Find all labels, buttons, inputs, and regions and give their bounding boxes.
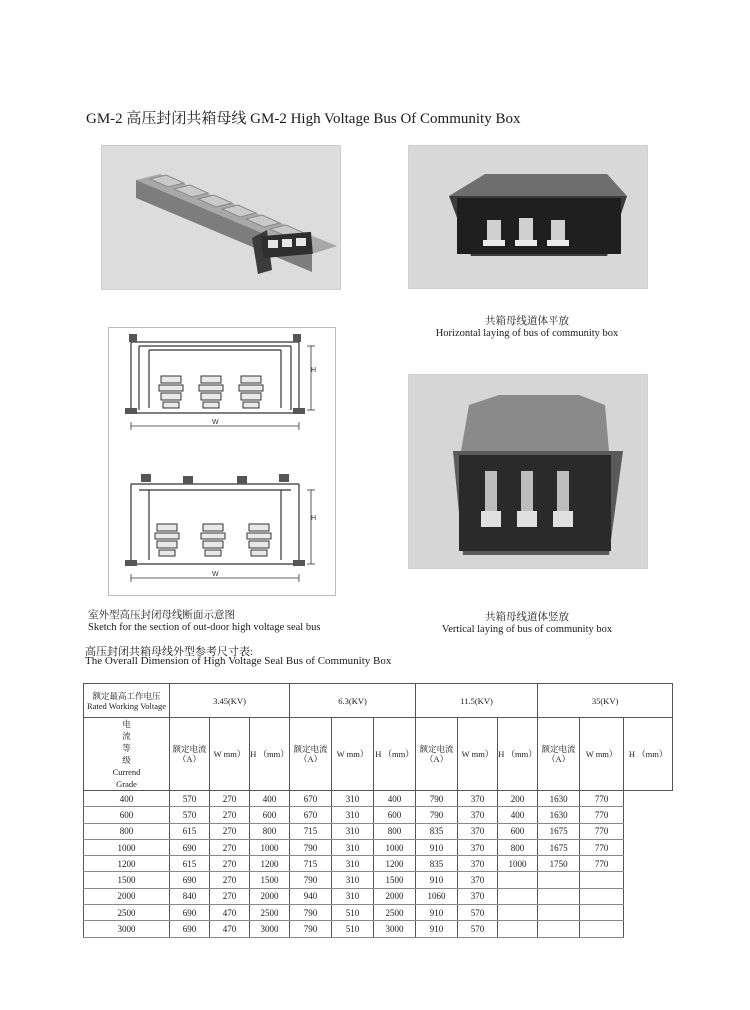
table-row bbox=[84, 823, 673, 839]
table-cell: 310 bbox=[332, 791, 374, 807]
table-cell: 1000 bbox=[374, 839, 416, 855]
table-cell: 670 bbox=[290, 791, 332, 807]
table-cell: 615 bbox=[170, 856, 210, 872]
table-cell: 770 bbox=[580, 823, 624, 839]
col-current-header: 额定电流 （A） bbox=[290, 718, 332, 791]
col-h-header: H （mm） bbox=[250, 718, 290, 791]
table-cell bbox=[580, 872, 624, 888]
table-cell bbox=[498, 888, 538, 904]
table-cell: 370 bbox=[458, 856, 498, 872]
table-cell: 2500 bbox=[84, 905, 170, 921]
table-cell: 370 bbox=[458, 872, 498, 888]
table-cell: 840 bbox=[170, 888, 210, 904]
horizontal-box-illustration bbox=[409, 146, 647, 288]
table-cell: 800 bbox=[84, 823, 170, 839]
table-cell: 790 bbox=[290, 921, 332, 937]
table-cell: 270 bbox=[210, 807, 250, 823]
table-cell: 1000 bbox=[498, 856, 538, 872]
table-cell: 1500 bbox=[84, 872, 170, 888]
dimension-table bbox=[83, 683, 673, 938]
table-cell: 370 bbox=[458, 839, 498, 855]
table-cell: 715 bbox=[290, 856, 332, 872]
table-cell: 510 bbox=[332, 905, 374, 921]
table-cell: 570 bbox=[458, 905, 498, 921]
table-cell bbox=[498, 905, 538, 921]
table-cell: 910 bbox=[416, 921, 458, 937]
table-row bbox=[84, 807, 673, 823]
table-cell bbox=[498, 872, 538, 888]
current-grade-cn: 电 流 等 级 bbox=[122, 719, 131, 765]
table-cell bbox=[580, 888, 624, 904]
table-row bbox=[84, 791, 673, 807]
voltage-header: 6.3(KV) bbox=[290, 684, 416, 718]
table-cell: 370 bbox=[458, 823, 498, 839]
vertical-caption-en: Vertical laying of bus of community box bbox=[441, 624, 613, 635]
table-cell: 470 bbox=[210, 921, 250, 937]
sketch-w-label-top: W bbox=[212, 419, 219, 426]
table-cell: 310 bbox=[332, 888, 374, 904]
table-row bbox=[84, 888, 673, 904]
table-cell: 2500 bbox=[250, 905, 290, 921]
table-cell: 400 bbox=[250, 791, 290, 807]
table-cell: 310 bbox=[332, 856, 374, 872]
table-cell: 1500 bbox=[250, 872, 290, 888]
col-w-header: W mm） bbox=[580, 718, 624, 791]
table-cell: 790 bbox=[290, 872, 332, 888]
table-cell: 1675 bbox=[538, 839, 580, 855]
table-cell: 1000 bbox=[84, 839, 170, 855]
rated-voltage-header bbox=[84, 684, 170, 718]
col-current-header: 额定电流 （A） bbox=[170, 718, 210, 791]
vertical-box-illustration bbox=[409, 375, 647, 568]
table-cell: 615 bbox=[170, 823, 210, 839]
table-cell: 370 bbox=[458, 791, 498, 807]
horizontal-laying-photo bbox=[408, 145, 648, 289]
table-cell: 1500 bbox=[374, 872, 416, 888]
table-cell bbox=[498, 921, 538, 937]
column-header-row bbox=[84, 718, 673, 791]
table-cell: 910 bbox=[416, 905, 458, 921]
table-cell: 600 bbox=[84, 807, 170, 823]
table-cell: 310 bbox=[332, 823, 374, 839]
table-cell: 1200 bbox=[374, 856, 416, 872]
col-h-header: H （mm） bbox=[374, 718, 416, 791]
sketch-h-label-bottom: H bbox=[311, 515, 317, 522]
table-cell: 510 bbox=[332, 921, 374, 937]
table-cell: 570 bbox=[170, 807, 210, 823]
table-cell: 270 bbox=[210, 856, 250, 872]
horizontal-caption-cn: 共箱母线道体平放 bbox=[485, 316, 569, 327]
table-cell: 600 bbox=[498, 823, 538, 839]
dimension-table-body bbox=[84, 791, 673, 938]
table-cell: 310 bbox=[332, 807, 374, 823]
horizontal-caption-en: Horizontal laying of bus of community box bbox=[435, 328, 619, 339]
table-cell: 400 bbox=[374, 791, 416, 807]
table-cell: 310 bbox=[332, 839, 374, 855]
bus-duct-illustration bbox=[102, 146, 340, 289]
table-cell: 910 bbox=[416, 839, 458, 855]
col-w-header: W mm） bbox=[332, 718, 374, 791]
col-w-header: W mm） bbox=[458, 718, 498, 791]
table-row bbox=[84, 905, 673, 921]
table-cell: 690 bbox=[170, 839, 210, 855]
rated-voltage-en: Rated Working Voltage bbox=[86, 700, 167, 711]
table-cell: 270 bbox=[210, 888, 250, 904]
table-cell: 200 bbox=[498, 791, 538, 807]
table-cell: 940 bbox=[290, 888, 332, 904]
table-cell: 1750 bbox=[538, 856, 580, 872]
voltage-header: 3.45(KV) bbox=[170, 684, 290, 718]
table-cell: 770 bbox=[580, 807, 624, 823]
table-cell: 370 bbox=[458, 888, 498, 904]
table-cell: 600 bbox=[374, 807, 416, 823]
table-cell: 800 bbox=[250, 823, 290, 839]
table-cell: 570 bbox=[458, 921, 498, 937]
table-cell bbox=[580, 905, 624, 921]
table-cell: 3000 bbox=[374, 921, 416, 937]
table-cell: 3000 bbox=[84, 921, 170, 937]
table-cell: 2000 bbox=[250, 888, 290, 904]
table-cell: 770 bbox=[580, 839, 624, 855]
section-sketch bbox=[108, 327, 336, 596]
table-cell: 1630 bbox=[538, 791, 580, 807]
table-cell: 690 bbox=[170, 921, 210, 937]
vertical-caption-cn: 共箱母线道体竖放 bbox=[485, 612, 569, 623]
table-row bbox=[84, 872, 673, 888]
table-cell: 770 bbox=[580, 856, 624, 872]
table-cell: 1200 bbox=[250, 856, 290, 872]
col-h-header: H （mm） bbox=[498, 718, 538, 791]
sketch-w-label-bottom: W bbox=[212, 571, 219, 578]
page-title: GM-2 高压封闭共箱母线 GM-2 High Voltage Bus Of Community Box bbox=[86, 111, 521, 127]
table-cell: 570 bbox=[170, 791, 210, 807]
table-cell: 770 bbox=[580, 791, 624, 807]
table-cell: 790 bbox=[416, 791, 458, 807]
table-cell bbox=[538, 921, 580, 937]
table-cell: 1675 bbox=[538, 823, 580, 839]
table-row bbox=[84, 839, 673, 855]
table-row bbox=[84, 856, 673, 872]
table-cell: 310 bbox=[332, 872, 374, 888]
table-cell: 270 bbox=[210, 872, 250, 888]
table-cell: 2000 bbox=[84, 888, 170, 904]
table-cell bbox=[538, 872, 580, 888]
col-current-header: 额定电流 （A） bbox=[538, 718, 580, 791]
table-row bbox=[84, 921, 673, 937]
table-cell: 670 bbox=[290, 807, 332, 823]
table-cell: 690 bbox=[170, 905, 210, 921]
vertical-laying-photo bbox=[408, 374, 648, 569]
table-cell: 370 bbox=[458, 807, 498, 823]
table-cell: 400 bbox=[498, 807, 538, 823]
sketch-caption-en: Sketch for the section of out-door high voltage seal bus bbox=[88, 622, 321, 633]
table-cell: 3000 bbox=[250, 921, 290, 937]
table-cell: 835 bbox=[416, 823, 458, 839]
table-cell: 1630 bbox=[538, 807, 580, 823]
col-h-header: H （mm） bbox=[624, 718, 673, 791]
table-cell: 270 bbox=[210, 839, 250, 855]
table-cell: 790 bbox=[416, 807, 458, 823]
table-cell: 910 bbox=[416, 872, 458, 888]
table-caption-cn: 高压封闭共箱母线外型参考尺寸表: bbox=[85, 646, 254, 658]
table-cell: 835 bbox=[416, 856, 458, 872]
table-cell: 470 bbox=[210, 905, 250, 921]
table-cell: 790 bbox=[290, 839, 332, 855]
voltage-header: 35(KV) bbox=[538, 684, 673, 718]
table-cell: 715 bbox=[290, 823, 332, 839]
col-current-header: 额定电流 （A） bbox=[416, 718, 458, 791]
current-grade-en: Currend Grade bbox=[112, 767, 141, 789]
table-cell bbox=[538, 888, 580, 904]
table-cell: 800 bbox=[374, 823, 416, 839]
voltage-header-row bbox=[84, 684, 673, 718]
bus-duct-photo bbox=[101, 145, 341, 290]
table-cell: 270 bbox=[210, 791, 250, 807]
sketch-caption-cn: 室外型高压封闭母线断面示意图 bbox=[88, 610, 235, 621]
table-cell: 270 bbox=[210, 823, 250, 839]
table-cell: 790 bbox=[290, 905, 332, 921]
table-cell: 400 bbox=[84, 791, 170, 807]
table-caption-en: The Overall Dimension of High Voltage Seal Bus of Community Box bbox=[85, 655, 392, 667]
table-cell: 1200 bbox=[84, 856, 170, 872]
sketch-h-label-top: H bbox=[311, 367, 317, 374]
table-cell: 600 bbox=[250, 807, 290, 823]
table-cell: 690 bbox=[170, 872, 210, 888]
table-cell: 1000 bbox=[250, 839, 290, 855]
table-cell bbox=[580, 921, 624, 937]
table-cell: 2000 bbox=[374, 888, 416, 904]
table-cell bbox=[538, 905, 580, 921]
rated-voltage-cn: 额定最高工作电压 bbox=[92, 690, 161, 701]
section-sketch-drawing bbox=[109, 328, 335, 595]
voltage-header: 11.5(KV) bbox=[416, 684, 538, 718]
col-w-header: W mm） bbox=[210, 718, 250, 791]
current-grade-label bbox=[84, 718, 170, 791]
table-cell: 1060 bbox=[416, 888, 458, 904]
table-cell: 2500 bbox=[374, 905, 416, 921]
table-cell: 800 bbox=[498, 839, 538, 855]
